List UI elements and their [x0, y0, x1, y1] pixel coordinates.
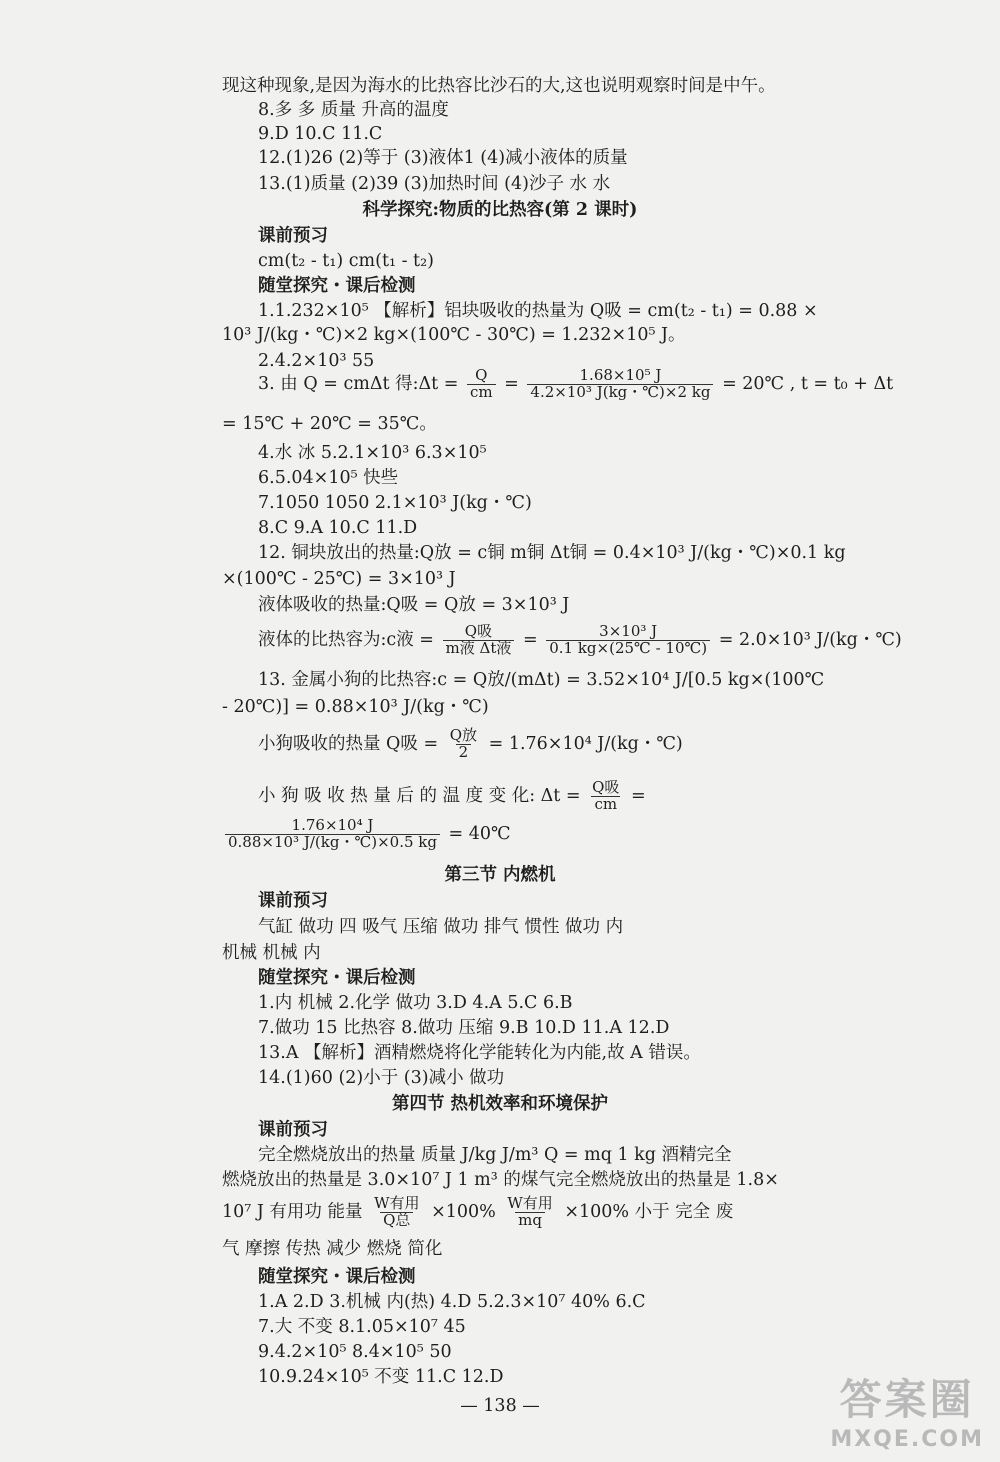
answer-line: 1.内 机械 2.化学 做功 3.D 4.A 5.C 6.B [258, 993, 573, 1013]
section-label: 课前预习 [258, 226, 328, 246]
page-number: — 138 — [460, 1396, 540, 1416]
formula-line-13c: $\frac{\text{1.76×10⁴ J}}{\text{0.88×10³ J/(kg・℃)×0.5 kg}}$ = 40℃ [222, 818, 511, 851]
section-label: 课前预习 [258, 1120, 328, 1140]
answer-line: 燃烧放出的热量是 3.0×10⁷ J 1 m³ 的煤气完全燃烧放出的热量是 1.8× [222, 1170, 779, 1190]
fraction: $\frac{\text{Q吸}}{cm}$ [592, 778, 620, 813]
answer-line: 8.C 9.A 10.C 11.D [258, 518, 418, 538]
answer-line: 13.A 【解析】酒精燃烧将化学能转化为内能,故 A 错误。 [258, 1043, 701, 1063]
answer-line: ×(100℃ - 25℃) = 3×10³ J [222, 569, 456, 589]
formula-text: = 20℃ , t = t₀ + Δt [722, 373, 894, 394]
answer-line: 1.A 2.D 3.机械 内(热) 4.D 5.2.3×10⁷ 40% 6.C [258, 1292, 646, 1312]
formula-line-3: 3. 由 Q = cmΔt 得:Δt = $\frac{Q}{cm}$ = $\frac{\text{1.68×10⁵ J}}{\text{4.2×10³ J(kg・℃)×2 kg}}$ = 20℃ , t = t₀ + Δt [258, 366, 894, 401]
answer-line: 4.水 冰 5.2.1×10³ 6.3×10⁵ [258, 443, 487, 463]
answer-line: 1.1.232×10⁵ 【解析】铝块吸收的热量为 Q吸 = cm(t₂ - t₁) = 0.88 × [258, 301, 818, 321]
answer-line: 12. 铜块放出的热量:Q放 = c铜 m铜 Δt铜 = 0.4×10³ J/(kg・℃)×0.1 kg [258, 543, 846, 563]
answer-line: 7.大 不变 8.1.05×10⁷ 45 [258, 1317, 466, 1337]
section-label: 随堂探究・课后检测 [258, 1267, 416, 1287]
answer-line: 6.5.04×10⁵ 快些 [258, 468, 399, 488]
fraction: $\frac{\text{1.76×10⁴ J}}{\text{0.88×10³ J/(kg・℃)×0.5 kg}}$ [225, 818, 440, 851]
section-label: 随堂探究・课后检测 [258, 968, 416, 988]
answer-line: 7.做功 15 比热容 8.做功 压缩 9.B 10.D 11.A 12.D [258, 1018, 670, 1038]
formula-line-13a: 小狗吸收的热量 Q吸 = $\frac{\text{Q放}}{2}$ = 1.76×10⁴ J/(kg・℃) [258, 726, 683, 761]
section-label: 随堂探究・课后检测 [258, 276, 416, 296]
section-label: 课前预习 [258, 891, 328, 911]
answer-line: 7.1050 1050 2.1×10³ J(kg・℃) [258, 493, 532, 513]
fraction: $\frac{\text{Q放}}{2}$ [449, 726, 478, 761]
answer-line: 9.4.2×10⁵ 8.4×10⁵ 50 [258, 1342, 452, 1362]
answer-line: cm(t₂ - t₁) cm(t₁ - t₂) [258, 251, 434, 271]
answer-line: - 20℃)] = 0.88×10³ J/(kg・℃) [222, 697, 489, 717]
answer-line: = 15℃ + 20℃ = 35℃。 [222, 414, 437, 434]
answer-line: 完全燃烧放出的热量 质量 J/kg J/m³ Q = mq 1 kg 酒精完全 [258, 1145, 732, 1165]
formula-line-12: 液体的比热容为:c液 = $\frac{\text{Q吸}}{\text{m液 Δt液}}$ = $\frac{\text{3×10³ J}}{0.1 kg\times(25℃ - 10℃)}$ = 2.0×10³ J/(kg・℃) [258, 622, 902, 657]
answer-line: 10.9.24×10⁵ 不变 11.C 12.D [258, 1367, 504, 1387]
answer-line: 10³ J/(kg・℃)×2 kg×(100℃ - 30℃) = 1.232×10⁵ J。 [222, 325, 686, 345]
answer-line: 9.D 10.C 11.C [258, 124, 383, 144]
formula-text: 3. 由 Q = cmΔt 得:Δt = [258, 373, 459, 394]
answer-line: 12.(1)26 (2)等于 (3)液体1 (4)减小液体的质量 [258, 148, 628, 168]
fraction: $\frac{\text{Q吸}}{\text{m液 Δt液}}$ [443, 624, 515, 657]
section-heading: 第四节 热机效率和环境保护 [391, 1094, 609, 1114]
fraction: $\frac{Q}{cm}$ [467, 368, 496, 401]
answer-line: 8.多 多 质量 升高的温度 [258, 100, 449, 120]
answer-line: 气 摩擦 传热 减少 燃烧 简化 [222, 1239, 443, 1259]
answer-line: 液体吸收的热量:Q吸 = Q放 = 3×10³ J [258, 595, 570, 615]
fraction: $\frac{\text{W有用}}{mq}$ [507, 1194, 553, 1229]
watermark-logo: 答案圈 MXQE.COM [830, 1375, 984, 1452]
answer-line: 气缸 做功 四 吸气 压缩 做功 排气 惯性 做功 内 [258, 917, 624, 937]
answer-line: 2.4.2×10³ 55 [258, 351, 375, 371]
fraction: $\frac{\text{1.68×10⁵ J}}{\text{4.2×10³ J(kg・℃)×2 kg}}$ [527, 368, 713, 401]
formula-line-13b: 小 狗 吸 收 热 量 后 的 温 度 变 化: Δt = $\frac{\text{Q吸}}{cm}$ = [258, 778, 646, 813]
answer-line: 现这种现象,是因为海水的比热容比沙石的大,这也说明观察时间是中午。 [222, 76, 776, 96]
answer-line: 14.(1)60 (2)小于 (3)减小 做功 [258, 1068, 505, 1088]
section-heading: 第三节 内燃机 [444, 865, 556, 885]
answer-line: 13. 金属小狗的比热容:c = Q放/(mΔt) = 3.52×10⁴ J/[0.5 kg×(100℃ [258, 670, 825, 690]
answer-line: 13.(1)质量 (2)39 (3)加热时间 (4)沙子 水 水 [258, 174, 611, 194]
fraction: $\frac{\text{3×10³ J}}{0.1 kg\times(25℃ - 10℃)}$ [546, 624, 710, 657]
formula-line-efficiency: 10⁷ J 有用功 能量 $\frac{\text{W有用}}{\text{Q总}}$ ×100% $\frac{\text{W有用}}{mq}$ ×100% 小于 完全 废 [222, 1194, 734, 1229]
answer-line: 机械 机械 内 [222, 943, 321, 963]
fraction: $\frac{\text{W有用}}{\text{Q总}}$ [374, 1194, 420, 1229]
section-heading: 科学探究:物质的比热容(第 2 课时) [362, 200, 638, 220]
